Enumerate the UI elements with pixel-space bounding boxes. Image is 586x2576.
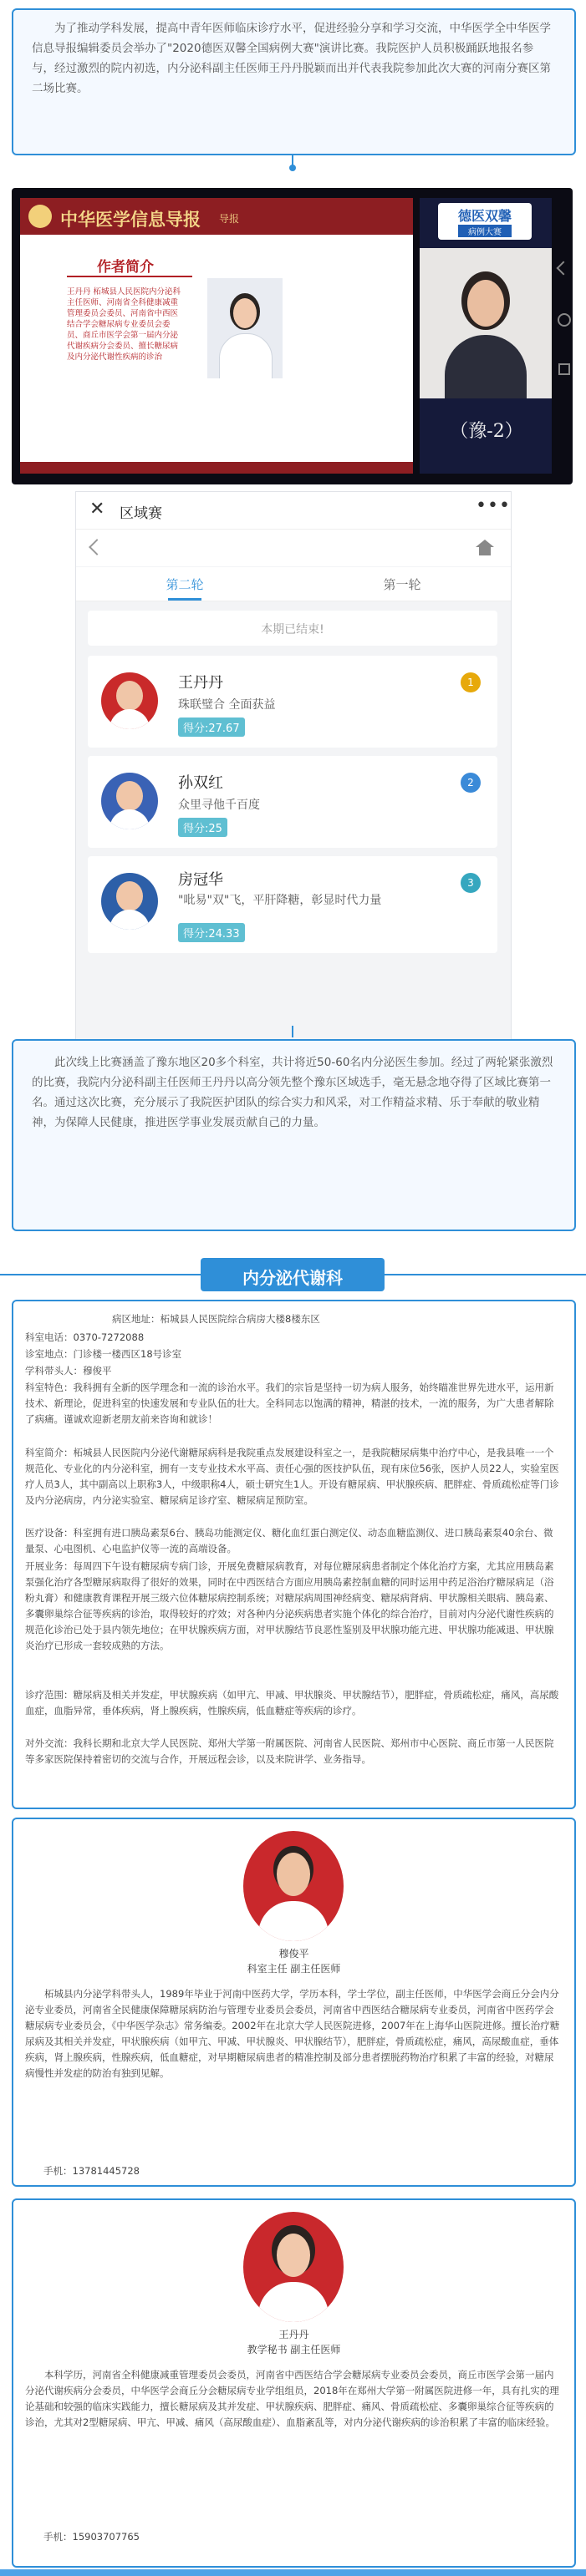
rank-number: 2 [467,777,474,789]
rank-card[interactable] [88,656,497,748]
dept-cooperation: 对外交流：我科长期和北京大学人民医院、郑州大学第一附属医院、河南省人民医院、郑州市中心医院、商丘市第一人民医院等多家医院保持着密切的交流与合作，开展远程会诊，以及来院讲学、业务指导。 [25,1737,554,1765]
connector-tick [292,1026,293,1037]
department-card [12,1300,576,1809]
close-icon[interactable]: ✕ [89,499,105,520]
contestant-name: 孙双红 [178,774,223,792]
rank-medal-icon [461,773,481,793]
back-icon[interactable] [557,261,571,276]
dept-scope: 诊疗范围：糖尿病及相关并发症，甲状腺疾病（如甲亢、甲减、甲状腺炎、甲状腺结节），肥胖症，骨质疏松症，痛风，高尿酸血症，血脂异常，垂体疾病，肾上腺疾病，性腺疾病，低血糖症等疾病的诊疗。 [25,1689,559,1716]
slide-title-underline [67,276,192,277]
doctor-bio: 柘城县内分泌学科带头人，1989年毕业于河南中医药大学，学历本科，学士学位，副主任医师，中华医学会商丘分会内分泌专业委员，河南省全民健康保障糖尿病防治与管理专业委员会委员，河南省中西医结合糖尿病专业委员，河南省中医药学会糖尿病专业委员会，《中华医学杂志》常务编委。2002年在北京大学人民医院进修，2007年在上海华山医院进修。擅长治疗糖尿病及其相关并发症，甲状腺疾病（如甲亢、甲减、甲状腺炎、甲状腺结节），肥胖症，骨质疏松症，痛风，高尿酸血症，垂体疾病，肾上腺疾病，性腺疾病，低血糖症，对早期糖尿病患者的精准控制及部分患者摆脱药物治疗积累了丰富的经验，对糖尿病慢性并发症的防治有独到见解。 [25,1988,560,2079]
dept-clinic: 诊室地点：门诊楼一楼西区18号诊室 [25,1348,182,1360]
doctor-photo [243,1831,344,1941]
doctor-name: 穆俊平 [278,1948,309,1960]
badge-title: 德医双馨 [457,208,512,224]
home-icon[interactable] [476,540,494,556]
video-frame [12,188,573,484]
dept-phone: 科室电话：0370-7272088 [25,1331,145,1343]
score-badge: 得分:27.67 [178,718,245,737]
doctor-title: 科室主任 副主任医师 [247,1963,341,1975]
dept-features: 科室特色：我科拥有全新的医学理念和一流的诊治水平。我们的宗旨是坚持一切为病人服务，始终瞄准世界先进水平，运用新技术、新理论，促进科室的快速发展和专业队伍的壮大。全科同志以饱满的精神，精湛的技术，一流的服务，为广大患者解除了病痛。谨诚欢迎新老朋友前来咨询和就诊！ [25,1382,554,1425]
contestant-name: 王丹丹 [178,674,223,692]
tab-active-underline [168,598,201,601]
slide-body-text: 王丹丹 柘城县人民医院内分泌科主任医师、河南省全科健康减重管理委员会委员、河南省中西医结合学会糖尿病专业委员会委员、商丘市医学会第一届内分泌代谢疾病分会委员、擅长糖尿病及内分泌代谢性疾病的诊治 [67,287,181,362]
connector-dot [289,165,296,171]
back-chevron-icon[interactable] [89,539,105,555]
dept-intro: 科室简介：柘城县人民医院内分泌代谢糖尿病科是我院重点发展建设科室之一，是我院糖尿病集中治疗中心，是我县唯一一个规范化、专业化的内分泌科室，拥有一支专业技术水平高、责任心强的医技护队伍，现有床位56张，医护人员22人，实验室医疗人员3人，其中副高以上职称3人，中级职称4人，硕士研究生1人。开设有糖尿病、甲状腺疾病、肥胖症、骨质疏松症等门诊及内分泌病房，内分泌实验室、糖尿病足诊疗室、糖尿病足预防室。 [25,1447,559,1506]
slide-footer [20,462,413,474]
tab-round-two[interactable]: 第二轮 [166,577,204,592]
dept-business: 开展业务：每周四下午设有糖尿病专病门诊，开展免费糖尿病教育，对每位糖尿病患者制定个体化治疗方案，尤其应用胰岛素泵强化治疗各型糖尿病取得了很好的效果，同时在中西医结合方面应用胰岛素控制血糖的同时运用中药足浴治疗糖尿病足（浴粉丸膏）和健康教育课程开展三级六位体糖尿病控制系统；对糖尿病周围神经病变、糖尿病肾病、甲状腺相关眼病、胰岛素、多囊卵巢综合征等疾病的诊治，取得较好的疗效；对各种内分泌疾病患者实施个体化的综合治疗，目前对内分泌代谢性疾病的规范化诊治已处于县内领先地位；在甲状腺疾病方面，对甲状腺结节良恶性鉴别及甲状腺功能亢进、甲状腺功能减退、甲状腺炎治疗已形成一套较成熟的方法。 [25,1560,554,1651]
badge-subtitle: 病例大赛 [458,225,512,237]
avatar [101,873,158,930]
status-box [88,611,497,646]
app-navbar [76,530,511,566]
round-tabs [76,567,511,601]
contest-badge [438,203,532,240]
brand-logo [28,205,52,228]
slide-portrait [207,278,283,378]
score-badge: 得分:24.33 [178,923,245,942]
slide-header [20,198,413,235]
contestant-slogan: "吡易"双"飞，平肝降糖，彰显时代力量 [178,894,382,907]
doctor-bio: 本科学历，河南省全科健康减重管理委员会委员，河南省中西医结合学会糖尿病专业委员会委员，商丘市医学会第一届内分泌代谢疾病分会委员，中华医学会商丘分会糖尿病专业学组组员，2018年在郑州大学第一附属医院进修一年，具有扎实的理论基础和较强的临床实践能力，擅长糖尿病及其并发症、甲状腺疾病、肥胖症、痛风、骨质疏松症、多囊卵巢综合征等疾病的诊治，尤其对2型糖尿病、甲亢、甲减、痛风（高尿酸血症）、血脂紊乱等，对内分泌代谢疾病的诊治积累了丰富的临床经验。 [25,2369,559,2428]
brand-title: 中华医学信息导报 [60,209,201,230]
webcam-video [420,248,552,398]
doctor-phone: 手机：15903707765 [43,2531,140,2543]
contestant-tag: （豫-2） [450,421,523,442]
contestant-slogan: 众里寻他千百度 [178,799,260,812]
contestant-name: 房冠华 [178,871,223,889]
rank-card[interactable] [88,756,497,848]
intro-paragraph: 为了推动学科发展，提高中青年医师临床诊疗水平，促进经验分享和学习交流，中华医学全中华医学信息导报编辑委员会举办了"2020德医双馨全国病例大赛"演讲比赛。我院医护人员积极踊跃地报名参与，经过激烈的院内初选，内分泌科副主任医师王丹丹脱颖而出并代表我院参加此次大赛的河南分赛区第二场比赛。 [32,22,551,95]
dept-leader: 学科带头人：穆俊平 [25,1365,112,1377]
status-text: 本期已结束! [261,623,324,636]
rank-card[interactable] [88,856,497,953]
app-topbar [76,492,511,530]
tab-round-one[interactable]: 第一轮 [383,577,421,592]
home-icon[interactable] [558,313,571,327]
more-icon[interactable]: ••• [476,495,511,516]
doctor-phone: 手机：13781445728 [43,2165,140,2177]
doctor-title: 教学秘书 副主任医师 [247,2344,341,2355]
section-heading [201,1258,385,1291]
connector-tick [292,154,293,165]
webcam-panel [420,198,552,474]
doctor-card [12,2198,576,2568]
intro-card [12,8,576,155]
recent-apps-icon[interactable] [558,363,570,375]
avatar [101,773,158,829]
avatar [101,672,158,729]
app-screen [75,491,512,1061]
dept-equipment: 医疗设备：科室拥有进口胰岛素泵6台、胰岛功能测定仪、糖化血红蛋白测定仪、动态血糖监测仪、进口胰岛素泵40余台、微量泵、心电图机、心电监护仪等一流的高端设备。 [25,1527,553,1554]
doctor-photo [243,2212,344,2322]
doctor-name: 王丹丹 [278,2329,309,2340]
rank-number: 3 [467,877,474,889]
presentation-slide [20,198,413,474]
doctor-card [12,1818,576,2187]
section-heading-text: 内分泌代谢科 [242,1268,343,1288]
slide-title: 作者简介 [97,259,154,276]
rank-medal-icon [461,873,481,893]
video-side-controls [557,263,570,413]
summary-paragraph: 此次线上比赛涵盖了豫东地区20多个科室，共计将近50-60名内分泌医生参加。经过了两轮紧张激烈的比赛，我院内分泌科副主任医师王丹丹以高分领先整个豫东区域选手，毫无悬念地夺得了区域比赛第一名。通过这次比赛，充分展示了我院医护团队的综合实力和风采，对工作精益求精、乐于奉献的敬业精神，为保障人民健康，推进医学事业发展贡献自己的力量。 [32,1056,553,1129]
rank-number: 1 [467,677,474,688]
brand-subtitle: 导报 [219,213,240,225]
contestant-slogan: 珠联璧合 全面获益 [178,698,276,712]
app-title: 区域赛 [120,505,162,522]
summary-card [12,1039,576,1231]
score-badge: 得分:25 [178,818,227,837]
rank-medal-icon [461,672,481,692]
dept-address: 病区地址：柘城县人民医院综合病房大楼8楼东区 [112,1313,320,1325]
bottom-bar [0,2569,586,2576]
